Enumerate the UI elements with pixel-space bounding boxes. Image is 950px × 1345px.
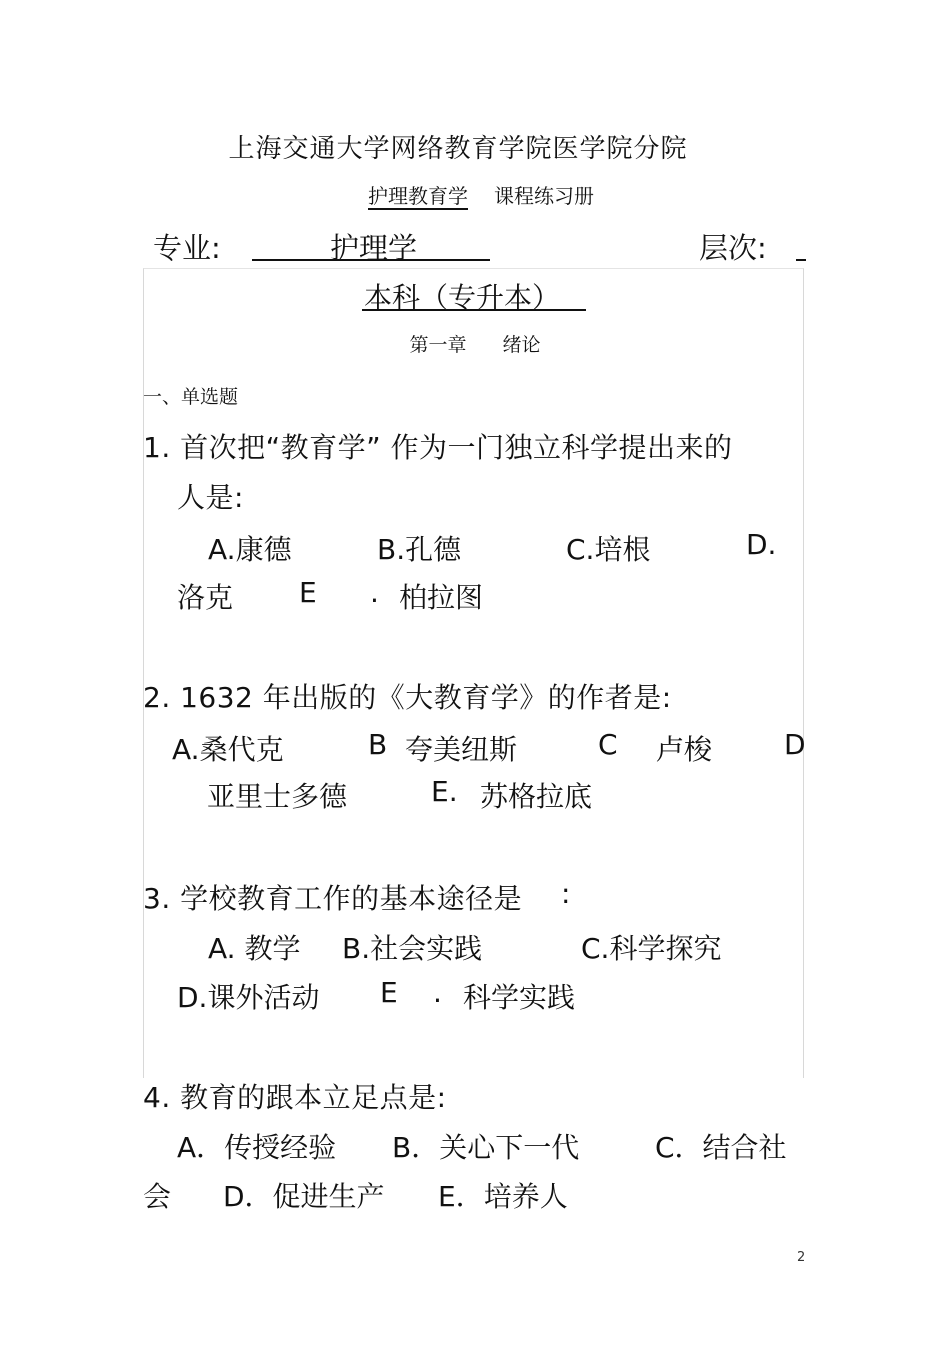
question-1-stem-cont: 人是: bbox=[177, 481, 244, 514]
question-4-option-b: B．关心下一代 bbox=[392, 1131, 580, 1164]
level-label: 层次: bbox=[699, 231, 767, 265]
question-3-stem-colon: : bbox=[561, 877, 571, 910]
question-1-option-b: B.孔德 bbox=[377, 533, 462, 566]
question-4-option-a: A．传授经验 bbox=[177, 1131, 337, 1164]
question-2-option-c-text: 卢梭 bbox=[656, 733, 713, 766]
question-4-option-d: D．促进生产 bbox=[223, 1180, 385, 1213]
question-3-option-a: A. 教学 bbox=[208, 932, 301, 965]
level-underline bbox=[796, 259, 806, 261]
question-3-option-e-dot: . bbox=[433, 976, 442, 1009]
question-1-option-e-dot: . bbox=[370, 576, 379, 609]
question-3-option-d: D.课外活动 bbox=[177, 981, 320, 1014]
question-1-option-d: D. bbox=[746, 528, 777, 561]
question-1-option-e: E bbox=[299, 576, 317, 609]
section-heading: 一、单选题 bbox=[143, 386, 239, 408]
chapter-number: 第一章 bbox=[409, 334, 467, 356]
question-4-option-e: E．培养人 bbox=[438, 1180, 568, 1213]
question-4-option-c: C．结合社 bbox=[655, 1131, 787, 1164]
course-subtitle bbox=[0, 180, 936, 209]
question-2-option-a: A.桑代克 bbox=[172, 733, 284, 766]
question-3-option-b: B.社会实践 bbox=[342, 932, 483, 965]
question-2-option-b: B bbox=[368, 728, 388, 761]
institution-title: 上海交通大学网络教育学院医学院分院 bbox=[228, 134, 688, 164]
question-1-option-e-text: 柏拉图 bbox=[399, 581, 484, 614]
major-label: 专业: bbox=[153, 231, 221, 265]
question-3-stem: 3. 学校教育工作的基本途径是 bbox=[143, 882, 523, 915]
question-2-option-b-text: 夸美纽斯 bbox=[405, 733, 518, 766]
question-1-option-d-text: 洛克 bbox=[177, 581, 234, 614]
major-underline bbox=[252, 259, 490, 261]
level-value-underline bbox=[362, 309, 586, 311]
course-suffix: 课程练习册 bbox=[494, 184, 594, 208]
question-3-option-e: E bbox=[380, 976, 398, 1009]
question-4-option-c-cont: 会 bbox=[143, 1180, 172, 1213]
question-2-stem: 2. 1632 年出版的《大教育学》的作者是: bbox=[143, 681, 672, 714]
question-3-option-e-text: 科学实践 bbox=[463, 981, 576, 1014]
course-name: 护理教育学 bbox=[368, 184, 468, 208]
question-2-option-d: D bbox=[784, 728, 806, 761]
level-value: 本科（专升本） bbox=[364, 281, 561, 314]
question-2-option-e: E. bbox=[431, 775, 458, 808]
chapter-heading bbox=[0, 330, 950, 357]
chapter-name: 绪论 bbox=[502, 334, 541, 356]
question-1-option-a: A.康德 bbox=[208, 533, 292, 566]
question-2-option-c: C bbox=[598, 728, 618, 761]
question-1-stem: 1. 首次把“教育学” 作为一门独立科学提出来的 bbox=[143, 431, 733, 464]
question-4-stem: 4. 教育的跟本立足点是: bbox=[143, 1081, 447, 1114]
question-2-option-d-text: 亚里士多德 bbox=[207, 780, 348, 813]
page-number: 2 bbox=[797, 1250, 806, 1265]
question-3-option-c: C.科学探究 bbox=[581, 932, 722, 965]
major-value: 护理学 bbox=[330, 231, 418, 265]
question-2-option-e-text: 苏格拉底 bbox=[480, 780, 593, 813]
question-1-option-c: C.培根 bbox=[566, 533, 651, 566]
